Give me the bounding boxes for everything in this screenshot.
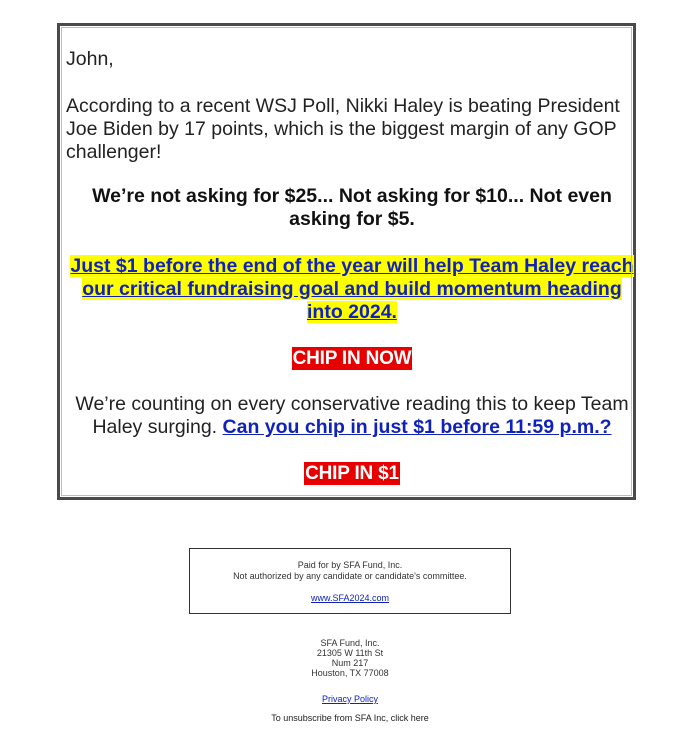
address-street: 21305 W 11th St (316, 648, 384, 658)
mailing-address (0, 638, 700, 678)
privacy-line (0, 694, 700, 704)
address-city: Houston, TX 77008 (311, 668, 389, 678)
poll-paragraph: According to a recent WSJ Poll, Nikki Haley is beating President Joe Biden by 17 points, which is the biggest margin of any GOP challenger! (66, 95, 620, 163)
disclaimer-box (189, 548, 511, 614)
address-name: SFA Fund, Inc. (320, 638, 380, 648)
website-link[interactable]: www.SFA2024.com (310, 593, 390, 603)
highlight-paragraph (63, 255, 641, 324)
not-authorized-text: Not authorized by any candidate or candidate's committee. (233, 571, 467, 581)
unsubscribe-text[interactable]: To unsubscribe from SFA Inc, click here (271, 713, 429, 723)
counting-text: We’re counting on every conservative reading this to keep Team Haley surging. (75, 393, 629, 438)
chip-in-now-button[interactable]: CHIP IN NOW (292, 348, 412, 369)
address-unit: Num 217 (331, 658, 369, 668)
website-line (190, 593, 510, 604)
email-body-box (57, 23, 636, 500)
ask-amounts-text: We’re not asking for $25... Not asking for $10... Not even asking for $5. (92, 185, 612, 230)
greeting: John, (66, 48, 114, 70)
chip-in-before-link[interactable]: Can you chip in just $1 before 11:59 p.m.? (222, 416, 612, 438)
chip-in-one-button[interactable]: CHIP IN $1 (305, 463, 399, 484)
chip-in-now-wrap (63, 347, 641, 370)
one-dollar-link[interactable]: Just $1 before the end of the year will help Team Haley reach our critical fundraising goal and build momentum heading into 2024. (70, 255, 634, 323)
privacy-policy-link[interactable]: Privacy Policy (321, 694, 378, 704)
counting-paragraph (63, 393, 641, 439)
paid-for-text: Paid for by SFA Fund, Inc. (297, 560, 403, 570)
chip-in-one-wrap (63, 462, 641, 485)
